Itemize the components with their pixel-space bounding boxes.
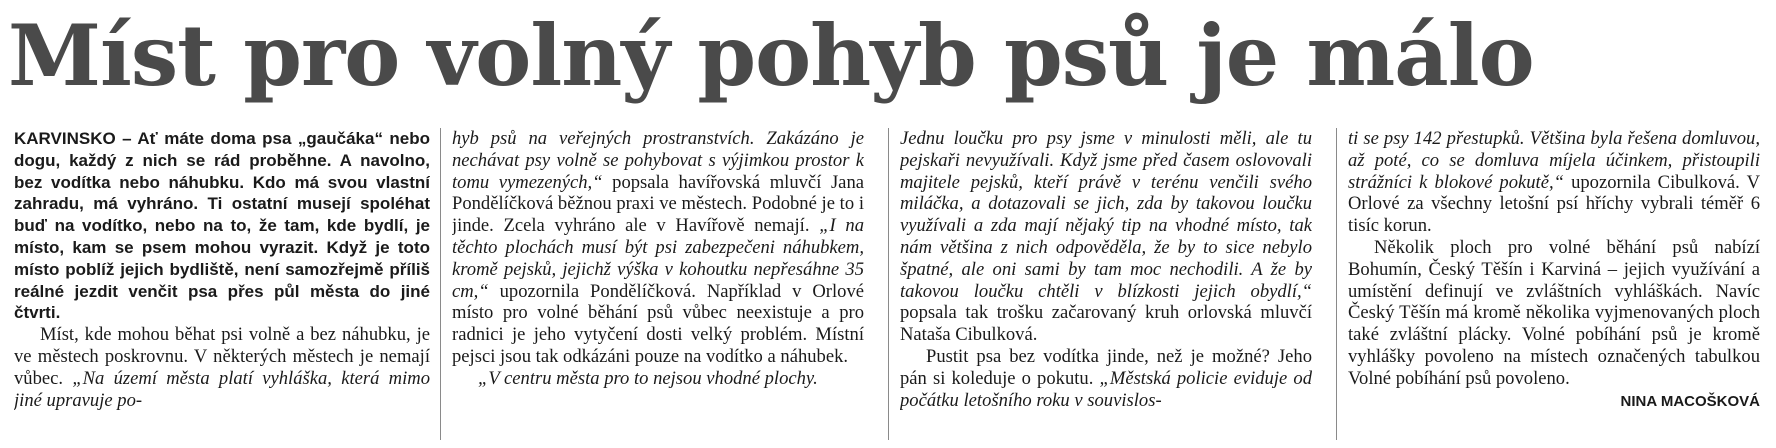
text-column-4	[1348, 128, 1760, 440]
body-text: Míst, kde mohou běhat psi volně a bez náhubku, je ve městech poskrovnu. V některých městech je nemají vůbec.	[14, 324, 430, 389]
quote-text: „Na území města platí vyhláška, která mimo jiné upravuje po-	[14, 367, 430, 411]
quote-text: hyb psů na veřejných prostranstvích. Zakázáno je nechávat psy volně se pohybovat s výjimkou prostor k tomu vymezených,“	[452, 128, 864, 193]
byline: NINA MACOŠKOVÁ	[1620, 392, 1760, 410]
paragraph	[14, 324, 430, 411]
paragraph	[1348, 237, 1760, 390]
text-column-1	[14, 128, 430, 440]
paragraph	[900, 128, 1312, 346]
quote-text: „I na těchto plochách musí být psi zabezpečeni náhubkem, kromě pejsků, jejichž výška v kohoutku nepřesáhne 35 cm,“	[452, 215, 864, 302]
paragraph	[900, 346, 1312, 411]
text-column-2	[452, 128, 864, 440]
body-text: KARVINSKO – Ať máte doma psa „gaučáka“ nebo dogu, každý z nich se rád proběhne. A navolno, bez vodítka nebo náhubku. Kdo má svou vlastní zahradu, má vyhráno. Ti ostatní musejí spoléhat buď na vodítko, nebo na to, že tam, kde bydlí, je místo, kam se psem mohou vyrazit. Když je toto místo poblíž jejich bydliště, není samozřejmě příliš reálné jezdit venčit psa přes půl města do jiné čtvrti.	[14, 129, 430, 323]
quote-text: Jednu loučku pro psy jsme v minulosti měli, ale tu pejskaři nevyužívali. Když jsme před časem oslovovali majitele pejsků, kteří právě v terénu venčili svého miláčka, a dotazovali se jich, zda by takovou loučku využívali a zda mají nějaký tip na vhodné místo, tak nám většina z nich odpověděla, že by to sice nebylo špatné, ale oni sami by tam moc nechodili. A že by takovou loučku chtěli v blízkosti jejich obydlí,“	[900, 128, 1312, 302]
body-text: Několik ploch pro volné běhání psů nabízí Bohumín, Český Těšín i Karviná – jejich využívání a umístění definují ve zvláštních vyhláškách. Navíc Český Těšín má kromě několika vyjmenovaných ploch také zvláštní plácky. Volné pobíhání psů je kromě vyhlášky povoleno na místech označených tabulkou Volné pobíhání psů povoleno.	[1348, 236, 1760, 389]
body-text: popsala tak trošku začarovaný kruh orlovská mluvčí Nataša Cibulková.	[900, 302, 1312, 346]
headline: Míst pro volný pohyb psů je málo	[8, 6, 1534, 105]
body-text: upozornila Cibulková. V Orlové za všechny letošní psí hříchy vybrali téměř 6 tisíc korun.	[1348, 171, 1760, 237]
quote-text: „V centru města pro to nejsou vhodné plochy.	[478, 367, 818, 389]
article-body	[14, 128, 1766, 440]
text-column-3	[900, 128, 1312, 440]
paragraph	[1348, 128, 1760, 237]
paragraph	[452, 368, 864, 390]
body-text: Pustit psa bez vodítka jinde, než je možné? Jeho pán si koleduje o pokutu.	[900, 345, 1312, 389]
quote-text: „Městská policie eviduje od počátku letošního roku v souvislos-	[900, 367, 1312, 411]
lead-paragraph	[14, 128, 430, 324]
body-text: upozornila Pondělíčková. Například v Orlové místo pro volné běhání psů vůbec neexistuje a pro radnici je jeho vytyčení dosti velký problém. Místní pejsci jsou tak odkázáni pouze na vodítko a náhubek.	[452, 280, 864, 367]
paragraph	[452, 128, 864, 368]
quote-text: ti se psy 142 přestupků. Většina byla řešena domluvou, až poté, co se domluva míjela účinkem, přistoupili strážníci k blokové pokutě,“	[1348, 128, 1760, 193]
body-text: popsala havířovská mluvčí Jana Pondělíčková běžnou praxi ve městech. Podobné je to i jinde. Zcela vyhráno ale v Havířově nemají.	[452, 171, 864, 237]
